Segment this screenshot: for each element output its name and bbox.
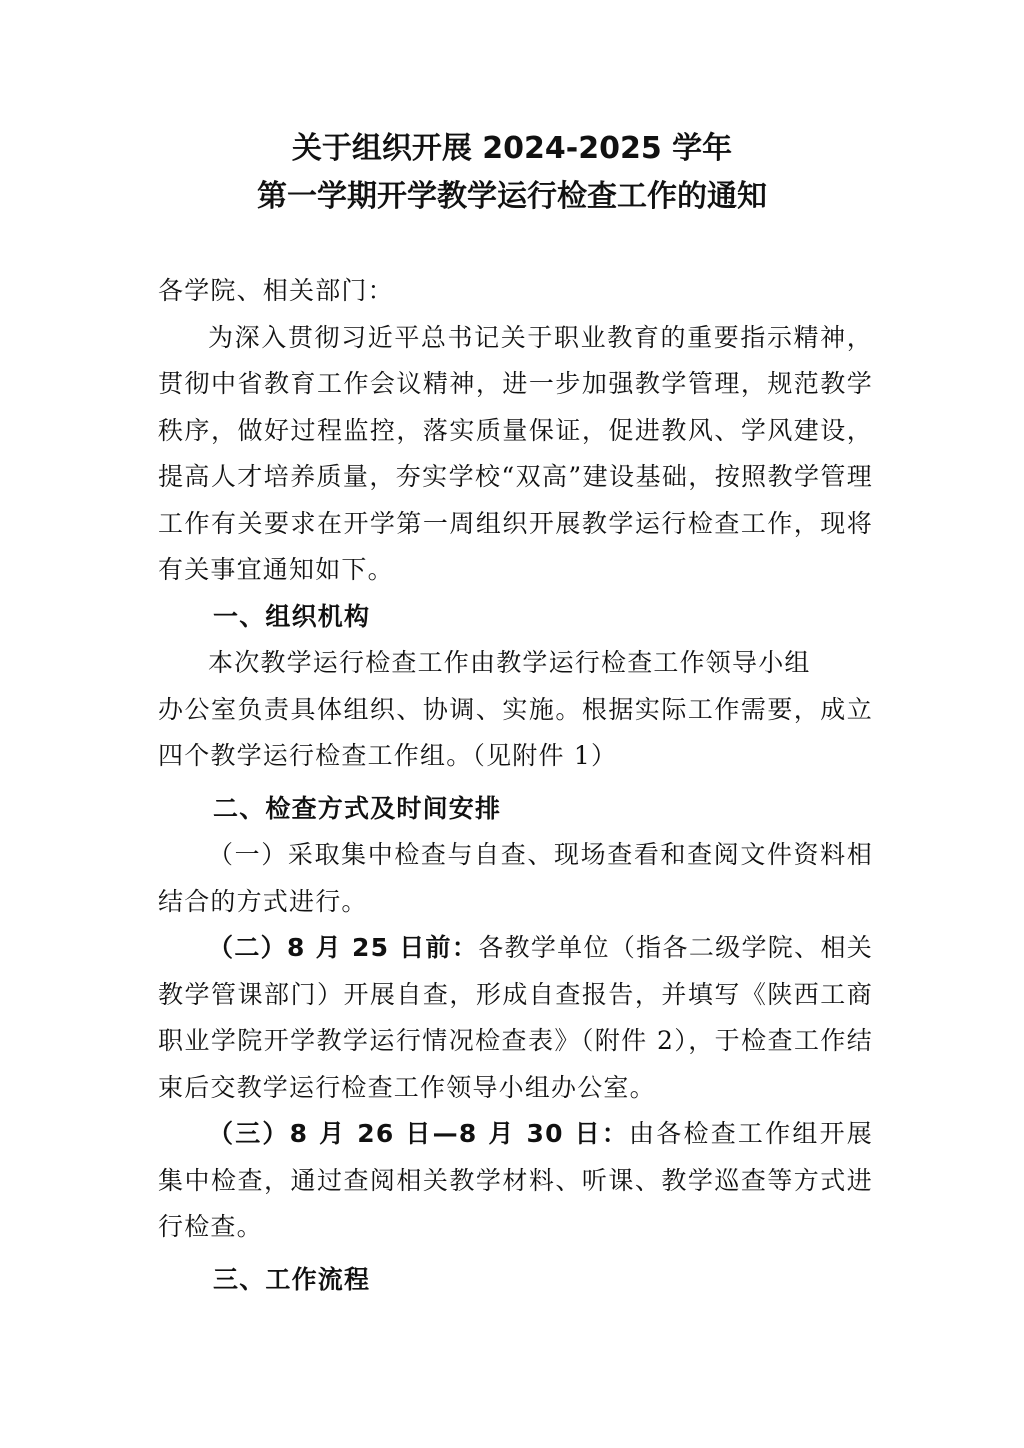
document-body bbox=[158, 268, 873, 1303]
document-title-line-1: 关于组织开展 2024-2025 学年 bbox=[291, 131, 733, 166]
section-2-item-1: （一）采取集中检查与自查、现场查看和查阅文件资料相结合的方式进行。 bbox=[158, 840, 873, 916]
section-2-item-3-lead: （三）8 月 26 日—8 月 30 日： bbox=[208, 1119, 630, 1148]
salutation: 各学院、相关部门： bbox=[158, 276, 394, 305]
section-2-item-3-text: 由各检查工作组开展集中检查，通过查阅相关教学材料、听课、教学巡查等方式进行检查。 bbox=[158, 1119, 873, 1241]
section-2-heading: 二、检查方式及时间安排 bbox=[213, 793, 502, 823]
section-2-item-2-text: 各教学单位（指各二级学院、相关教学管课部门）开展自查，形成自查报告，并填写《陕西工商职业学院开学教学运行情况检查表》（附件 2），于检查工作结束后交教学运行检查工作领导小组办公室。 bbox=[158, 933, 873, 1102]
intro-paragraph: 为深入贯彻习近平总书记关于职业教育的重要指示精神，贯彻中省教育工作会议精神，进一步加强教学管理，规范教学秩序，做好过程监控，落实质量保证，促进教风、学风建设，提高人才培养质量，夯实学校“双高”建设基础，按照教学管理工作有关要求在开学第一周组织开展教学运行检查工作，现将有关事宜通知如下。 bbox=[158, 322, 873, 584]
section-2-item-2 bbox=[158, 925, 873, 1111]
document-title-line-2: 第一学期开学教学运行检查工作的通知 bbox=[257, 179, 767, 214]
section-2-item-2-lead: （二）8 月 25 日前： bbox=[208, 933, 479, 962]
section-1-line-1: 本次教学运行检查工作由教学运行检查工作领导小组 bbox=[208, 648, 811, 677]
section-3-heading: 三、工作流程 bbox=[213, 1264, 371, 1294]
section-2-item-3 bbox=[158, 1111, 873, 1251]
section-1-heading: 一、组织机构 bbox=[213, 601, 371, 631]
section-1-paragraph-rest: 办公室负责具体组织、协调、实施。根据实际工作需要，成立四个教学运行检查工作组。（见附件 1） bbox=[158, 694, 873, 770]
